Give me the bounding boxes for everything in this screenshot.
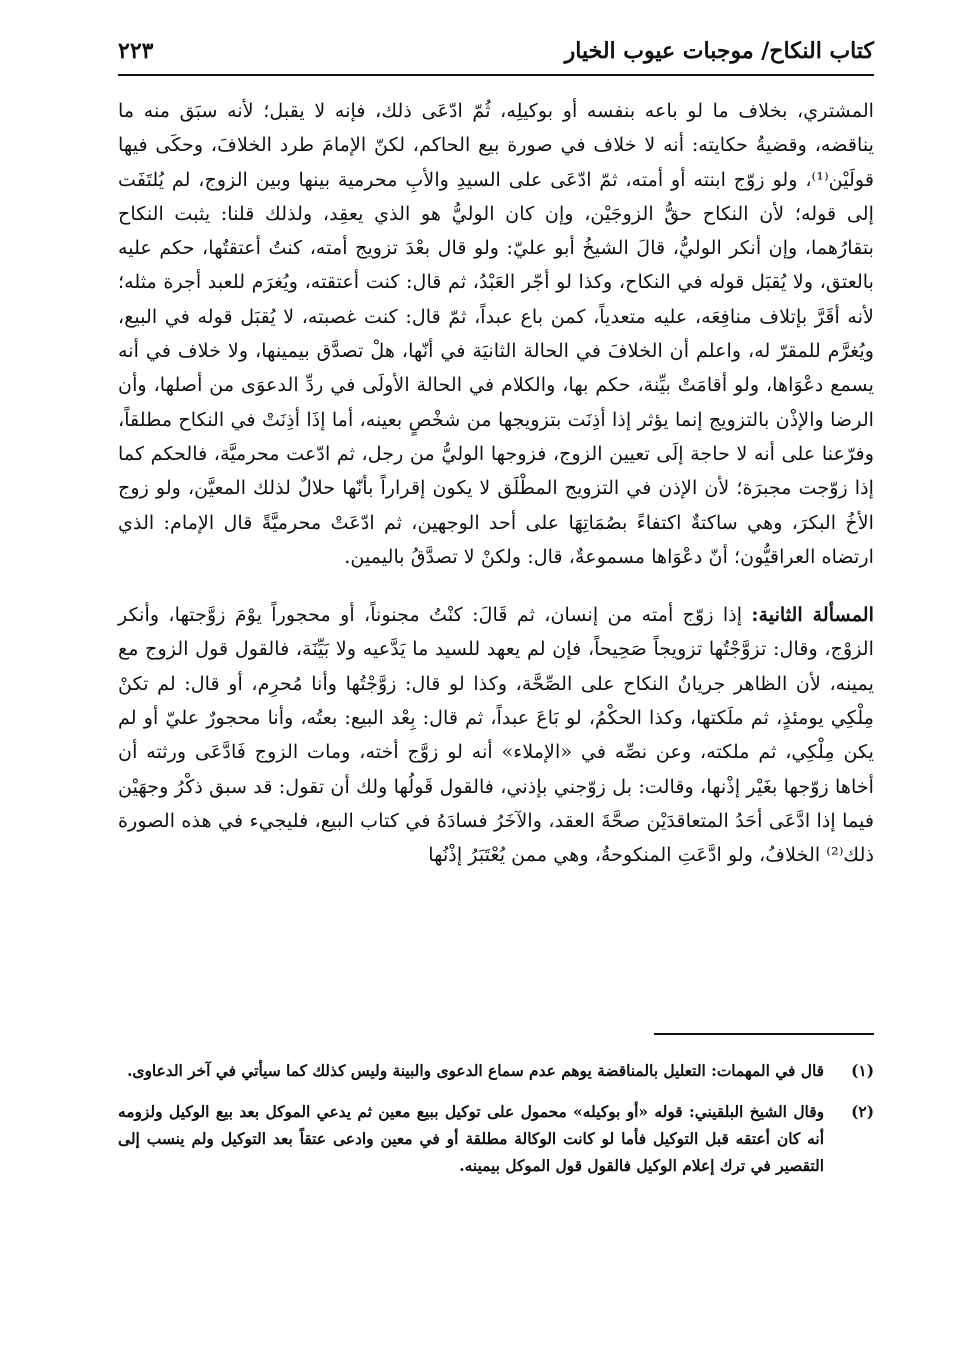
footnote-separator	[654, 1033, 874, 1035]
page-number: ٢٢٣	[118, 38, 154, 64]
running-header	[118, 30, 874, 76]
section-heading: المسألة الثانية:	[751, 603, 874, 627]
footnotes	[118, 1058, 874, 1180]
paragraph-1: المشتري، بخلاف ما لو باعه بنفسه أو بوكيلِه، ثُمّ ادّعَى ذلك، فإنه لا يقبل؛ لأنه سبَق منه ما يناقضه، وقضيةُ حكايته: أنه لا خلاف في صورة بيع الحاكم، لكنّ الإمامَ طرد الخلافَ، وحكَى فيها قولَيْن⁽¹⁾، ولو زوّج ابنته أو أمته، ثمّ ادّعَى على السيدِ والأبِ محرمية بينها وبين الزوج، لم يُلتَفَت إلى قوله؛ لأن النكاح حقُّ الزوجَيْن، وإن كان الوليُّ هو الذي يعقِد، ولذلك قلنا: يثبت النكاح بتقارُهما، وإن أنكر الوليُّ، قالَ الشيخُ أبو عليّ: ولو قال بعْدَ تزويج أمته، كنتُ أعتقتُها، حكم عليه بالعتق، ولا يُقبَل قوله في النكاح، وكذا لو أجّر العَبْدُ، ثم قال: كنت أعتقته، ويُغرَم للعبد أجرة مثله؛ لأنه أقَرَّ بإتلاف منافِعَه، عليه متعدياً، كمن باع عبداً، ثمّ قال: كنت غصبته، لا يُقبَل قوله في البيع، ويُغرَّم للمقرّ له، واعلم أن الخلافَ في الحالة الثانيَة في أنّها، هلْ تصدَّق بيمينها، ولا خلاف في أنه يسمع دعْوَاها، ولو أقامَتْ بيِّنة، حكم بها، والكلام في الحالة الأولَى في ردِّ الدعوَى من أصلها، وأن الرضا والإذْن بالتزويج إنما يؤثر إذا أذِنَت بتزويجها من شخْصٍ بعينه، أما إذَا أذِنَتْ في النكاح مطلقاً، وفرّعنا على أنه لا حاجة إلَى تعيين الزوج، فزوجها الوليُّ من رجل، ثم ادّعت محرميَّة، فالحكم كما إذا زوّجت مجبرَة؛ لأن الإذن في التزويج المطْلَق لا يكون إقراراً بأنّها حلالٌ لذلك المعيَّن، ولو زوج الأخُ البكرَ، وهي ساكتةٌ اكتفاءً بصُمَاتِهَا على أحد الوجهين، ثم ادّعَتْ محرميَّةً قال الإمام: الذي ارتضاه العراقيُّون؛ أنّ دعْوَاها مسموعةٌ، قال: ولكنْ لا تصدَّقُ باليمين.	[118, 99, 874, 568]
book-page	[118, 30, 874, 1330]
chapter-title: كتاب النكاح/ موجبات عيوب الخيار	[564, 38, 874, 64]
paragraph-2	[118, 598, 874, 872]
footnote-text: وقال الشيخ البلقيني: قوله «أو بوكيله» محمول على توكيل ببيع معين ثم يدعي الموكل بعد بيع الوكيل ولزومه أنه كان أعتقه قبل التوكيل فأما لو كانت الوكالة مطلقة أو في معين وادعى عتقاً بعد التوكيل ولم ينسب إلى التقصير في ترك إعلام الوكيل فالقول قول الموكل بيمينه.	[118, 1103, 824, 1175]
footnote-number: (١)	[851, 1062, 874, 1080]
main-text	[118, 94, 874, 873]
footnote-number: (٢)	[851, 1103, 874, 1121]
footnote-1	[118, 1058, 874, 1085]
paragraph-2-text: إذا زوّج أمته من إنسان، ثم قَالَ: كنْتُ مجنوناً، أو محجوراً يوْمَ زوَّجتها، وأنكر الزوْج، وقال: تزوَّجْتُها تزويجاً صَحِيحاً، فإن لم يعهد للسيد ما يَدَّعيه ولا بَيِّنَة، فالقول قول الزوج مع يمينه، لأن الظاهر جريانُ النكاح على الصِّحَّة، وكذا لو قال: زوَّجْتُها وأنا مُحرِم، أو قال: لم تكنْ مِلْكِي يومئذٍ، ثم ملَكتها، وكذا الحكْمُ، لو بَاعَ عبداً، ثم قال: بِعْد البيع: بعتُه، وأنا محجورٌ عليّ أو لم يكن مِلْكِي، ثم ملكته، وعن نصِّه في «الإملاء» أنه لو زوَّج أخته، ومات الزوج فَادَّعَى ورثته أن أخاها زوّجها بغَيْر إذْنها، وقالت: بل زوّجني بإذني، فالقول قَولُها ولك أن تقول: قد سبق ذكْرُ وجهَيْن فيما إذا ادَّعَى أحَدُ المتعاقدَيْن صحَّةَ العقد، والآخَرُ فسادَهُ في كتاب البيع، فليجيء في هذه الصورة ذلك⁽²⁾ الخلافُ، ولو ادَّعَتِ المنكوحةُ، وهي ممن يُعْتَبَرُ إذْنُها	[118, 603, 874, 867]
footnote-text: قال في المهمات: التعليل بالمناقضة يوهم عدم سماع الدعوى والبينة وليس كذلك كما سيأتي في آخر الدعاوى.	[127, 1062, 824, 1080]
footnote-2	[118, 1099, 874, 1180]
